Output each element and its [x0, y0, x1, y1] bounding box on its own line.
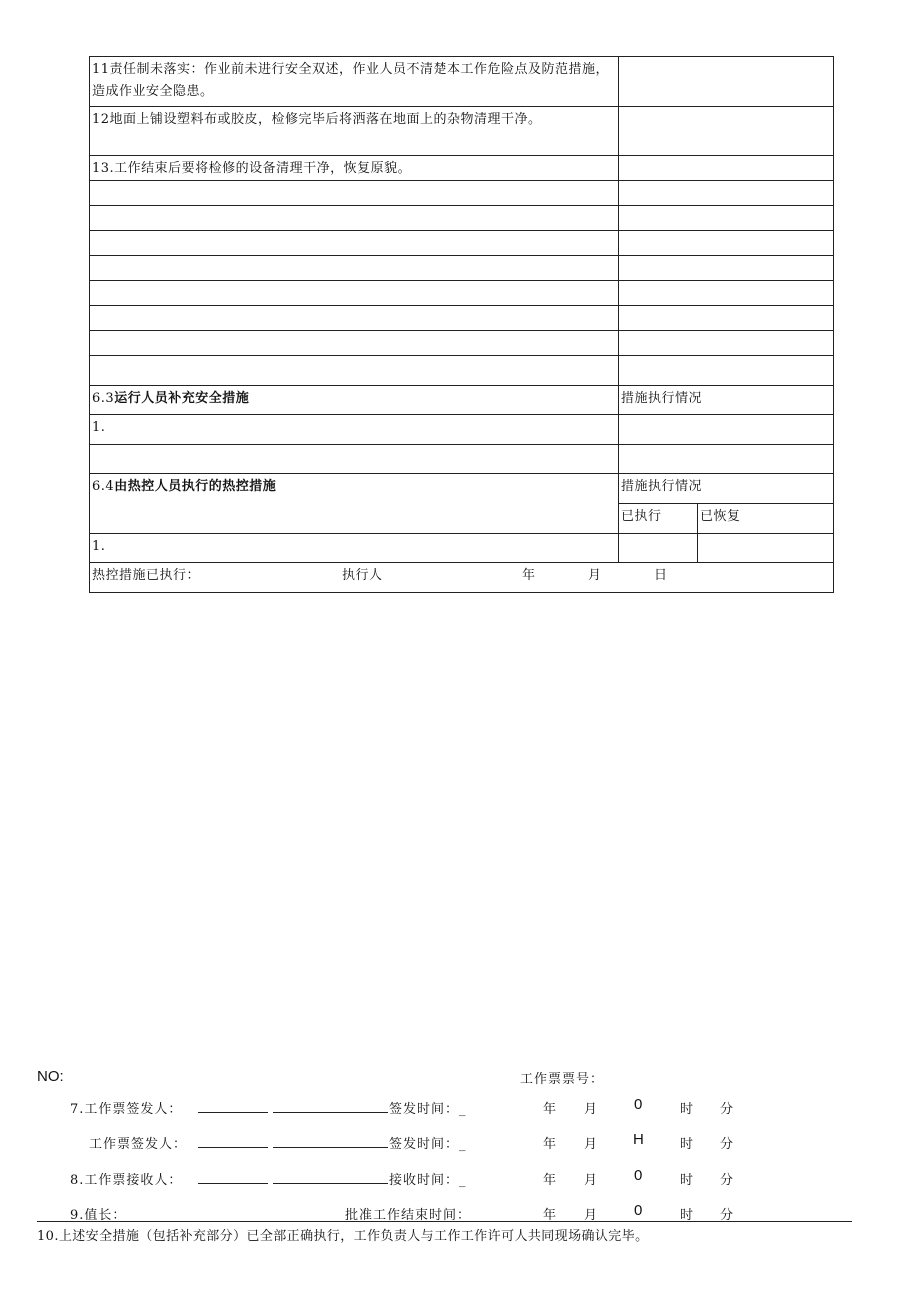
empty-row	[90, 231, 834, 256]
receiver-label: 8.工作票接收人：	[70, 1173, 183, 1188]
measure-text: 12地面上铺设塑料布或胶皮，检修完毕后将洒落在地面上的杂物清理干净。	[90, 107, 619, 156]
section-6-4-item[interactable]: 1.	[90, 534, 619, 563]
minute-label: 分	[720, 1173, 735, 1188]
measure-status-cell[interactable]	[619, 57, 834, 107]
hour-label: 时	[680, 1173, 695, 1188]
restored-column-header: 已恢复	[698, 504, 834, 534]
day-value: H	[633, 1131, 644, 1148]
day-label: 日	[654, 568, 668, 583]
empty-cell[interactable]	[90, 206, 619, 231]
month-label: 月	[584, 1208, 599, 1223]
empty-cell[interactable]	[619, 306, 834, 331]
executed-label: 热控措施已执行：	[92, 568, 201, 583]
month-label: 月	[584, 1102, 599, 1117]
empty-cell[interactable]	[90, 256, 619, 281]
measure-row	[90, 57, 834, 107]
empty-row	[90, 306, 834, 331]
empty-cell[interactable]	[619, 256, 834, 281]
section-6-4-title: 6.4由热控人员执行的热控措施	[90, 474, 619, 534]
hour-label: 时	[680, 1102, 695, 1117]
safety-measures-table	[89, 56, 834, 593]
month-label: 月	[584, 1173, 599, 1188]
measure-status-cell[interactable]	[619, 156, 834, 181]
empty-row	[90, 281, 834, 306]
day-value: 0	[634, 1096, 643, 1113]
issuer-name-field-2[interactable]	[198, 1147, 268, 1148]
executor-label: 执行人	[342, 568, 383, 583]
section-6-3-status-header: 措施执行情况	[619, 386, 834, 415]
executed-checkbox-cell[interactable]	[619, 534, 698, 563]
ticket-number-label: 工作票票号：	[520, 1072, 605, 1087]
issuer-signature-field-2[interactable]	[273, 1147, 388, 1148]
empty-row	[90, 256, 834, 281]
hour-label: 时	[680, 1137, 695, 1152]
empty-cell[interactable]	[619, 206, 834, 231]
empty-cell[interactable]	[619, 445, 834, 474]
section-6-3-header	[90, 386, 834, 415]
empty-cell[interactable]	[90, 445, 619, 474]
measure-text: 13.工作结束后要将检修的设备清理干净，恢复原貌。	[90, 156, 619, 181]
empty-row	[90, 356, 834, 386]
year-label: 年	[543, 1173, 558, 1188]
measure-row	[90, 107, 834, 156]
issuer-name-field[interactable]	[198, 1112, 268, 1113]
executed-column-header: 已执行	[619, 504, 698, 534]
year-label: 年	[543, 1137, 558, 1152]
execution-signature-row	[90, 563, 834, 593]
day-value: 0	[634, 1167, 643, 1184]
empty-cell[interactable]	[90, 281, 619, 306]
minute-label: 分	[720, 1102, 735, 1117]
section-6-4-header	[90, 474, 834, 504]
shift-leader-label: 9.值长：	[70, 1208, 127, 1223]
month-label: 月	[588, 568, 602, 583]
section-6-3-row	[90, 445, 834, 474]
minute-label: 分	[720, 1137, 735, 1152]
restored-checkbox-cell[interactable]	[698, 534, 834, 563]
empty-cell[interactable]	[619, 281, 834, 306]
section-6-3-item[interactable]: 1.	[90, 415, 619, 445]
receiver-name-field[interactable]	[198, 1183, 268, 1184]
approval-end-time-label: 批准工作结束时间：	[345, 1208, 472, 1223]
issuer-label: 7.工作票签发人：	[70, 1102, 183, 1117]
issuer-label-2: 工作票签发人：	[89, 1137, 188, 1152]
receiver-signature-field[interactable]	[273, 1183, 388, 1184]
section-6-4-row	[90, 534, 834, 563]
measure-row	[90, 156, 834, 181]
empty-row	[90, 331, 834, 356]
confirmation-text: 10.上述安全措施（包括补充部分）已全部正确执行，工作负责人与工作工作许可人共同现场确认完毕。	[37, 1229, 649, 1244]
issue-time-label-2: 签发时间：_	[389, 1137, 467, 1152]
empty-cell[interactable]	[90, 356, 619, 386]
empty-cell[interactable]	[619, 356, 834, 386]
issuer-signature-field[interactable]	[273, 1112, 388, 1113]
month-label: 月	[584, 1137, 599, 1152]
day-value: 0	[634, 1202, 643, 1219]
empty-cell[interactable]	[90, 231, 619, 256]
year-label: 年	[543, 1208, 558, 1223]
year-label: 年	[522, 568, 536, 583]
year-label: 年	[543, 1102, 558, 1117]
ticket-no-label: NO:	[37, 1068, 64, 1085]
empty-cell[interactable]	[619, 231, 834, 256]
hour-label: 时	[680, 1208, 695, 1223]
empty-cell[interactable]	[619, 181, 834, 206]
section-6-3-title: 6.3运行人员补充安全措施	[90, 386, 619, 415]
section-6-3-status-cell[interactable]	[619, 415, 834, 445]
issue-time-label: 签发时间：_	[389, 1102, 467, 1117]
empty-cell[interactable]	[90, 306, 619, 331]
separator-line	[37, 1221, 852, 1222]
empty-cell[interactable]	[90, 181, 619, 206]
empty-row	[90, 206, 834, 231]
section-6-4-status-header: 措施执行情况	[619, 474, 834, 504]
measure-text: 11责任制未落实：作业前未进行安全双述，作业人员不清楚本工作危险点及防范措施，造成作业安全隐患。	[90, 57, 619, 107]
empty-cell[interactable]	[90, 331, 619, 356]
empty-cell[interactable]	[619, 331, 834, 356]
receive-time-label: 接收时间：_	[389, 1173, 467, 1188]
execution-signature-cell[interactable]	[90, 563, 834, 593]
empty-row	[90, 181, 834, 206]
minute-label: 分	[720, 1208, 735, 1223]
measure-status-cell[interactable]	[619, 107, 834, 156]
section-6-3-row	[90, 415, 834, 445]
